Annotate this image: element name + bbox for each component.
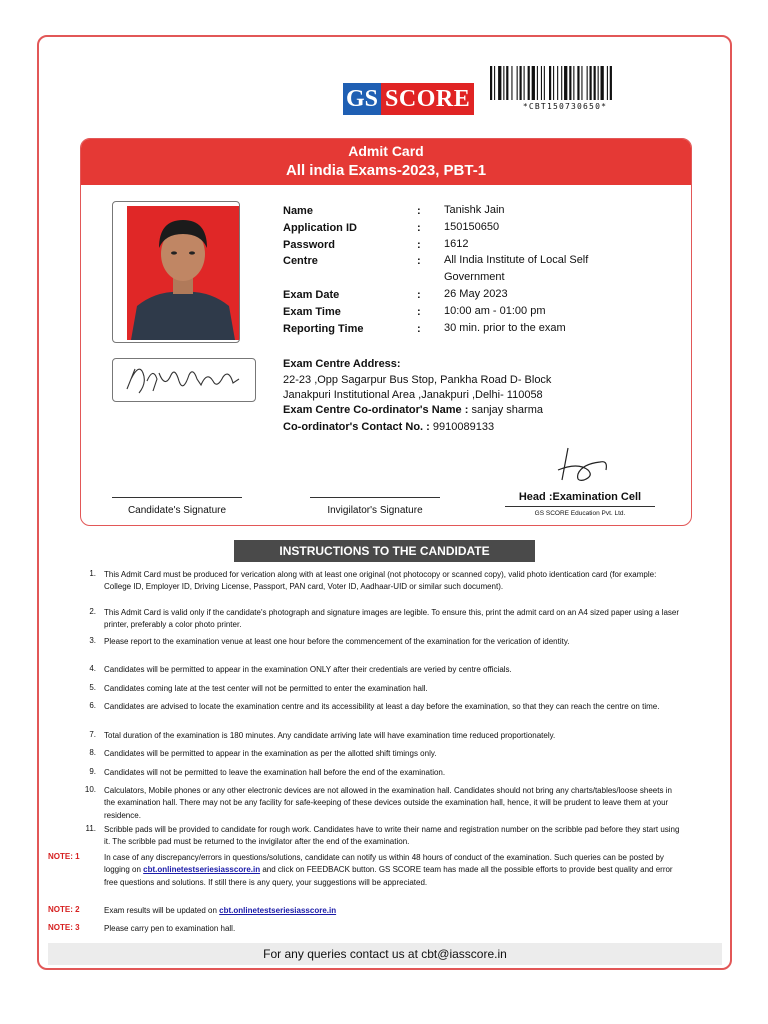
coordinator-name-row [283,404,543,416]
detail-colon: : [417,255,421,267]
instruction-number: 11. [85,824,96,833]
candidate-photo-icon [127,206,239,340]
note-text-part: Please carry pen to examination hall. [104,924,236,933]
note-label: NOTE: 3 [48,923,80,932]
admit-card-header [81,139,691,185]
note-label: NOTE: 1 [48,852,80,861]
note-text-part: Exam results will be updated on [104,906,220,915]
coordinator-contact-value: 9910089133 [429,421,495,433]
barcode-icon [490,66,640,100]
note-text [104,923,680,935]
detail-label: Exam Date [283,289,340,301]
detail-colon: : [417,289,421,301]
detail-value: 10:00 am - 01:00 pm [444,305,546,317]
candidate-signature-icon [113,359,255,401]
invigilator-signature-line [310,497,440,498]
candidate-photo [127,206,239,340]
detail-value: 26 May 2023 [444,288,508,300]
head-exam-cell-label: Head :Examination Cell [518,491,642,503]
instruction-text: This Admit Card is valid only if the candidate's photograph and signature images are legible. To ensure this, print the admit card on an A4 sized paper using a laser printer, preferably a color photo printer. [104,608,680,630]
detail-colon: : [417,205,421,217]
instruction-number: 10. [84,785,96,794]
note-text [104,905,680,917]
coordinator-name-label: Exam Centre Co-ordinator's Name : [283,404,469,416]
instruction-text: This Admit Card must be produced for verication along with at least one original (not photocopy or scanned copy), valid photo identication card (for example: College ID, Employer ID, Driving License, Passport, PAN card, Voter ID, Aadhaar-UID or similar such document). [104,570,657,592]
instruction-number: 1. [89,569,96,578]
candidate-signature-line [112,497,242,498]
instruction-text: Scribble pads will be provided to candidate for rough work. Candidates have to write their name and registration number on the scribble pad before they start using it. The scribble pad must be returned to the invigilator after the end of the examination. [104,825,680,847]
footer-contact: For any queries contact us at cbt@iasscore.in [48,943,722,965]
instruction-text: Candidates are advised to locate the examination centre and its accessibility at least a day before the examination, so that they can reach the centre on time. [104,702,660,711]
detail-label: Reporting Time [283,323,364,335]
head-signature-line [505,506,655,507]
candidate-signature-box [112,358,256,402]
address-line-2: Janakpuri Institutional Area ,Janakpuri ,Delhi- 110058 [283,389,543,401]
coordinator-contact-row [283,421,494,433]
instruction-number: 7. [89,730,96,739]
exam-centre-address-title: Exam Centre Address: [283,358,401,370]
detail-value: 150150650 [444,221,500,233]
note-text-part: In case of any discrepancy/errors in questions/solutions, candidate can notify us within 48 hours of conduct of the examination. Such queries can be posted by logging on [104,853,664,875]
feedback-link[interactable]: cbt.onlinetestseriesiasscore.in [143,865,261,875]
detail-colon: : [417,239,421,251]
instruction-number: 3. [89,636,96,645]
instruction-number: 8. [89,748,96,757]
company-name: GS SCORE Education Pvt. Ltd. [534,510,626,517]
instruction-number: 2. [89,607,96,616]
detail-label: Exam Time [283,306,341,318]
instruction-number: 4. [89,664,96,673]
feedback-link[interactable]: cbt.onlinetestseriesiasscore.in [219,906,337,915]
instruction-number: 6. [89,701,96,710]
instruction-text: Please report to the examination venue at least one hour before the commencement of the examination for the verication of identity. [104,637,570,646]
detail-value: 1612 [444,238,469,250]
detail-value-continued: Government [444,271,505,283]
logo-score-text: SCORE [381,83,474,115]
instruction-text: Candidates coming late at the test center will not be permitted to enter the examination hall. [104,684,428,693]
note-text-part: and click on FEEDBACK button. GS SCORE team has made all the possible efforts to provide best quality and error free questions and solutions. If still there is any query, your suggestions will be appreciated. [104,865,673,887]
detail-value: Tanishk Jain [444,204,505,216]
note-label: NOTE: 2 [48,905,80,914]
detail-value: 30 min. prior to the exam [444,322,566,334]
detail-colon: : [417,323,421,335]
detail-colon: : [417,306,421,318]
detail-colon: : [417,222,421,234]
invigilator-signature-label: Invigilator's Signature [327,505,423,516]
logo-gs-text: GS [343,83,381,115]
detail-label: Application ID [283,222,357,234]
instruction-text: Total duration of the examination is 180 minutes. Any candidate arriving late will have examination time reduced proportionately. [104,731,556,740]
detail-value: All India Institute of Local Self [444,254,589,266]
admit-card-subtitle: All india Exams-2023, PBT-1 [285,162,487,179]
barcode-number: *CBT150730650* [522,102,608,111]
head-signature-icon [548,440,618,490]
coordinator-name-value: sanjay sharma [468,404,543,416]
instruction-text: Candidates will be permitted to appear in the examination as per the allotted shift timings only. [104,749,437,758]
detail-label: Name [283,205,313,217]
admit-card-title: Admit Card [348,143,424,159]
instruction-text: Calculators, Mobile phones or any other electronic devices are not allowed in the examination hall. Candidates should not bring any charts/tables/loose sheets in the examination hall. There may not be any facility for safe-keeping of these devices outside the examination hall, hence, it will be prudent to leave them at your residence. [104,786,672,820]
coordinator-contact-label: Co-ordinator's Contact No. : [283,421,430,433]
candidate-signature-label: Candidate's Signature [127,505,227,516]
instruction-number: 5. [89,683,96,692]
address-line-1: 22-23 ,Opp Sagarpur Bus Stop, Pankha Road D- Block [283,374,552,386]
instruction-text: Candidates will be permitted to appear in the examination ONLY after their credentials are veried by centre officials. [104,665,512,674]
detail-label: Centre [283,255,318,267]
instruction-text: Candidates will not be permitted to leave the examination hall before the end of the examination. [104,768,446,777]
note-text [104,852,680,889]
instruction-number: 9. [89,767,96,776]
detail-label: Password [283,239,335,251]
gs-score-logo [343,83,474,115]
instructions-title: INSTRUCTIONS TO THE CANDIDATE [234,540,535,562]
